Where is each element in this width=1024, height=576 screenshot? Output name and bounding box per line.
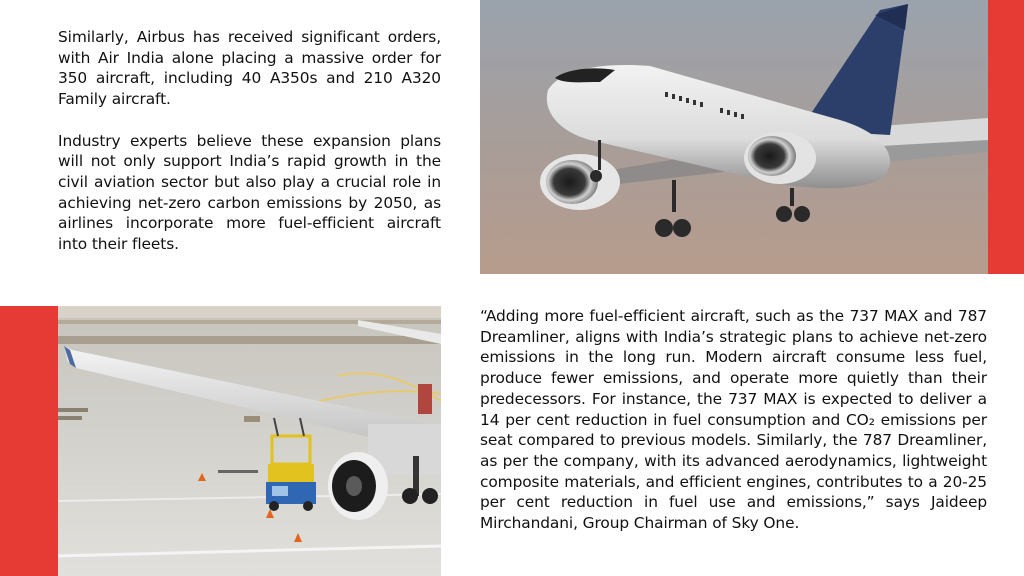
accent-bar-top-right bbox=[988, 0, 1024, 274]
airplane-in-flight-photo bbox=[480, 0, 988, 274]
paragraph-industry-experts: Industry experts believe these expansion plans will not only support India’s rapid growth in the civil aviation sector but also play a crucial role in achieving net-zero carbon emissions by 2050, as airlines incorporate more fuel-efficient aircraft into their fleets. bbox=[58, 131, 441, 254]
paragraph-airbus-orders: Similarly, Airbus has received significant orders, with Air India alone placing a massive order for 350 aircraft, including 40 A350s and 210 A320 Family aircraft. bbox=[58, 28, 441, 109]
left-text-column bbox=[58, 27, 441, 255]
airport-apron-photo bbox=[58, 306, 441, 576]
quote-paragraph: “Adding more fuel-efficient aircraft, such as the 737 MAX and 787 Dreamliner, aligns with India’s strategic plans to achieve net-zero emissions in the long run. Modern aircraft consume less fuel, produce fewer emissions, and operate more quietly than their predecessors. For instance, the 737 MAX is expected to deliver a 14 per cent reduction in fuel consumption and CO₂ emissions per seat compared to previous models. Similarly, the 787 Dreamliner, as per the company, with its advanced aerodynamics, lightweight composite materials, and efficient engines, contributes to a 20-25 per cent reduction in fuel use and emissions,” says Jaideep Mirchandani, Group Chairman of Sky One. bbox=[480, 307, 987, 533]
accent-bar-bottom-left bbox=[0, 306, 58, 576]
quote-text-column bbox=[480, 306, 987, 534]
